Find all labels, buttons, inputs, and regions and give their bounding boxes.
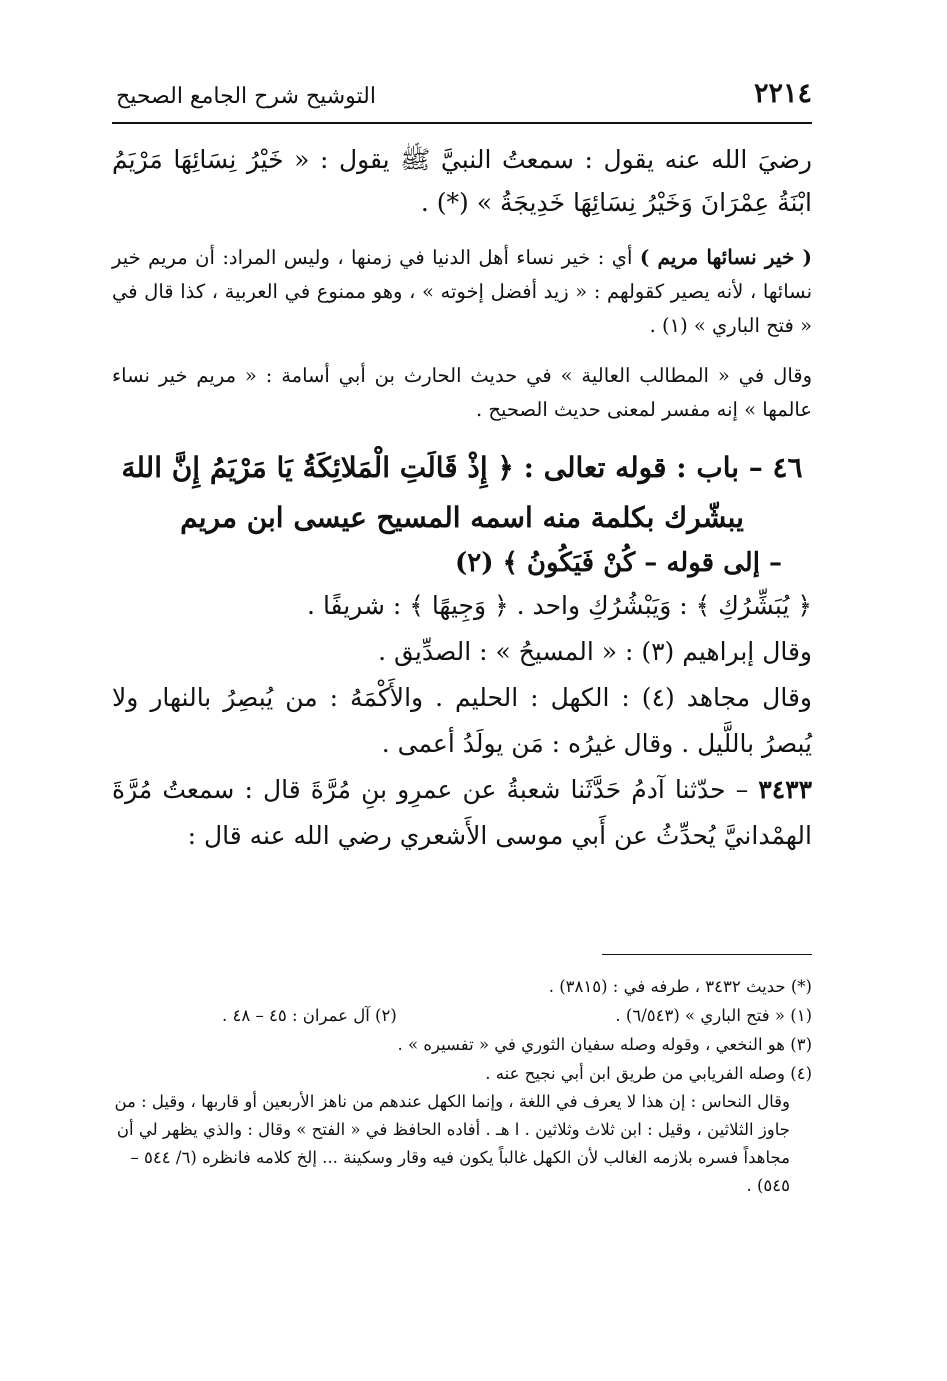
footnotes — [112, 972, 812, 1200]
commentary-text: أي : خير نساء أهل الدنيا في زمنها ، وليس المراد: أن مريم خير نسائها ، لأنه يصير كقولهم : « زيد أفضل إخوته » ، وهو ممنوع في العربية ، كذا قال في « فتح الباري » (١) . — [112, 246, 812, 337]
footnote-star: (*) حديث ٣٤٣٢ ، طرفه في : (٣٨١٥) . — [548, 977, 812, 996]
hadith-number: ٣٤٣٣ — [758, 775, 812, 804]
footnote-1: (١) « فتح الباري » (٦/٥٤٣) . — [615, 1006, 812, 1025]
chapter-line-2: يبشّرك بكلمة منه اسمه المسيح عيسى ابن مريم — [180, 501, 744, 534]
commentary-paragraph-2: وقال في « المطالب العالية » في حديث الحارث بن أبي أسامة : « مريم خير نساء عالمها » إنه مفسر لمعنى حديث الصحيح . — [112, 364, 812, 421]
chapter-line-1: ٤٦ – باب : قوله تعالى : ﴿ إِذْ قَالَتِ الْمَلائِكَةُ يَا مَرْيَمُ إِنَّ اللهَ — [121, 451, 803, 484]
commentary-lemma: ( خير نسائها مريم ) — [639, 245, 813, 269]
page-header — [112, 70, 812, 120]
main-text — [112, 132, 812, 859]
page-number: ٢٢١٤ — [753, 78, 812, 109]
header-divider — [112, 122, 812, 124]
footnote-3: (٣) هو النخعي ، وقوله وصله سفيان الثوري في « تفسيره » . — [397, 1035, 812, 1054]
running-title: التوشيح شرح الجامع الصحيح — [116, 84, 376, 109]
hadith-intro: رضيَ الله عنه يقول : سمعتُ النبيَّ ﷺ يقول : « خَيْرُ نِسَائِهَا مَرْيَمُ ابْنَةُ عِمْرَانَ وَخَيْرُ نِسَائِهَا خَدِيجَةُ » (*) . — [112, 145, 812, 217]
footnote-4: (٤) وصله الفريابي من طريق ابن أبي نجيح عنه . — [485, 1064, 812, 1083]
book-page — [112, 70, 813, 1195]
footnote-4-continuation: وقال النحاس : إن هذا لا يعرف في اللغة ، وإنما الكهل عندهم من ناهز الأربعين أو قاربها ، وقيل : من جاوز الثلاثين ، وقيل : ابن ثلاث وثلاثين . ا هـ . أفاده الحافظ في « الفتح » وقال : والذي يظهر لي أن مجاهداً فسره بلازمه الغالب لأن الكهل غالباً يكون فيه وقار وسكينة ... إلخ كلامه فانظره (٦/ ٥٤٤ – ٥٤٥) . — [114, 1092, 790, 1195]
isnad-text: – حدّثنا آدمُ حَدَّثَنا شعبةُ عن عمرِو بنِ مُرَّةَ قال : سمعتُ مُرَّةَ الهمْدانيَّ يُحدِّثُ عن أَبي موسى الأَشعري رضي الله عنه قال : — [112, 775, 812, 850]
body-line-3: وقال مجاهد (٤) : الكهل : الحليم . والأَكْمَهُ : من يُبصِرُ بالنهار ولا يُبصرُ باللَّيل . وقال غيرُه : مَن يولَدُ أعمى . — [112, 683, 812, 758]
commentary-paragraph-1 — [112, 240, 812, 343]
chapter-line-3: – إلى قوله – كُنْ فَيَكُونُ ﴾ (٢) — [454, 548, 782, 578]
body-line-1: ﴿ يُبَشِّرُكِ ﴾ : وَيَبْشُرُكِ واحد . ﴿ وَجِيهًا ﴾ : شريفًا . — [307, 591, 812, 620]
footnote-row-1-2 — [112, 1001, 812, 1030]
body-line-2: وقال إبراهيم (٣) : « المسيحُ » : الصدِّيق . — [378, 637, 812, 666]
footnote-divider — [602, 954, 812, 955]
footnote-2: (٢) آل عمران : ٤٥ – ٤٨ . — [222, 1006, 397, 1025]
isnad-paragraph — [112, 767, 812, 859]
chapter-heading — [112, 443, 812, 543]
